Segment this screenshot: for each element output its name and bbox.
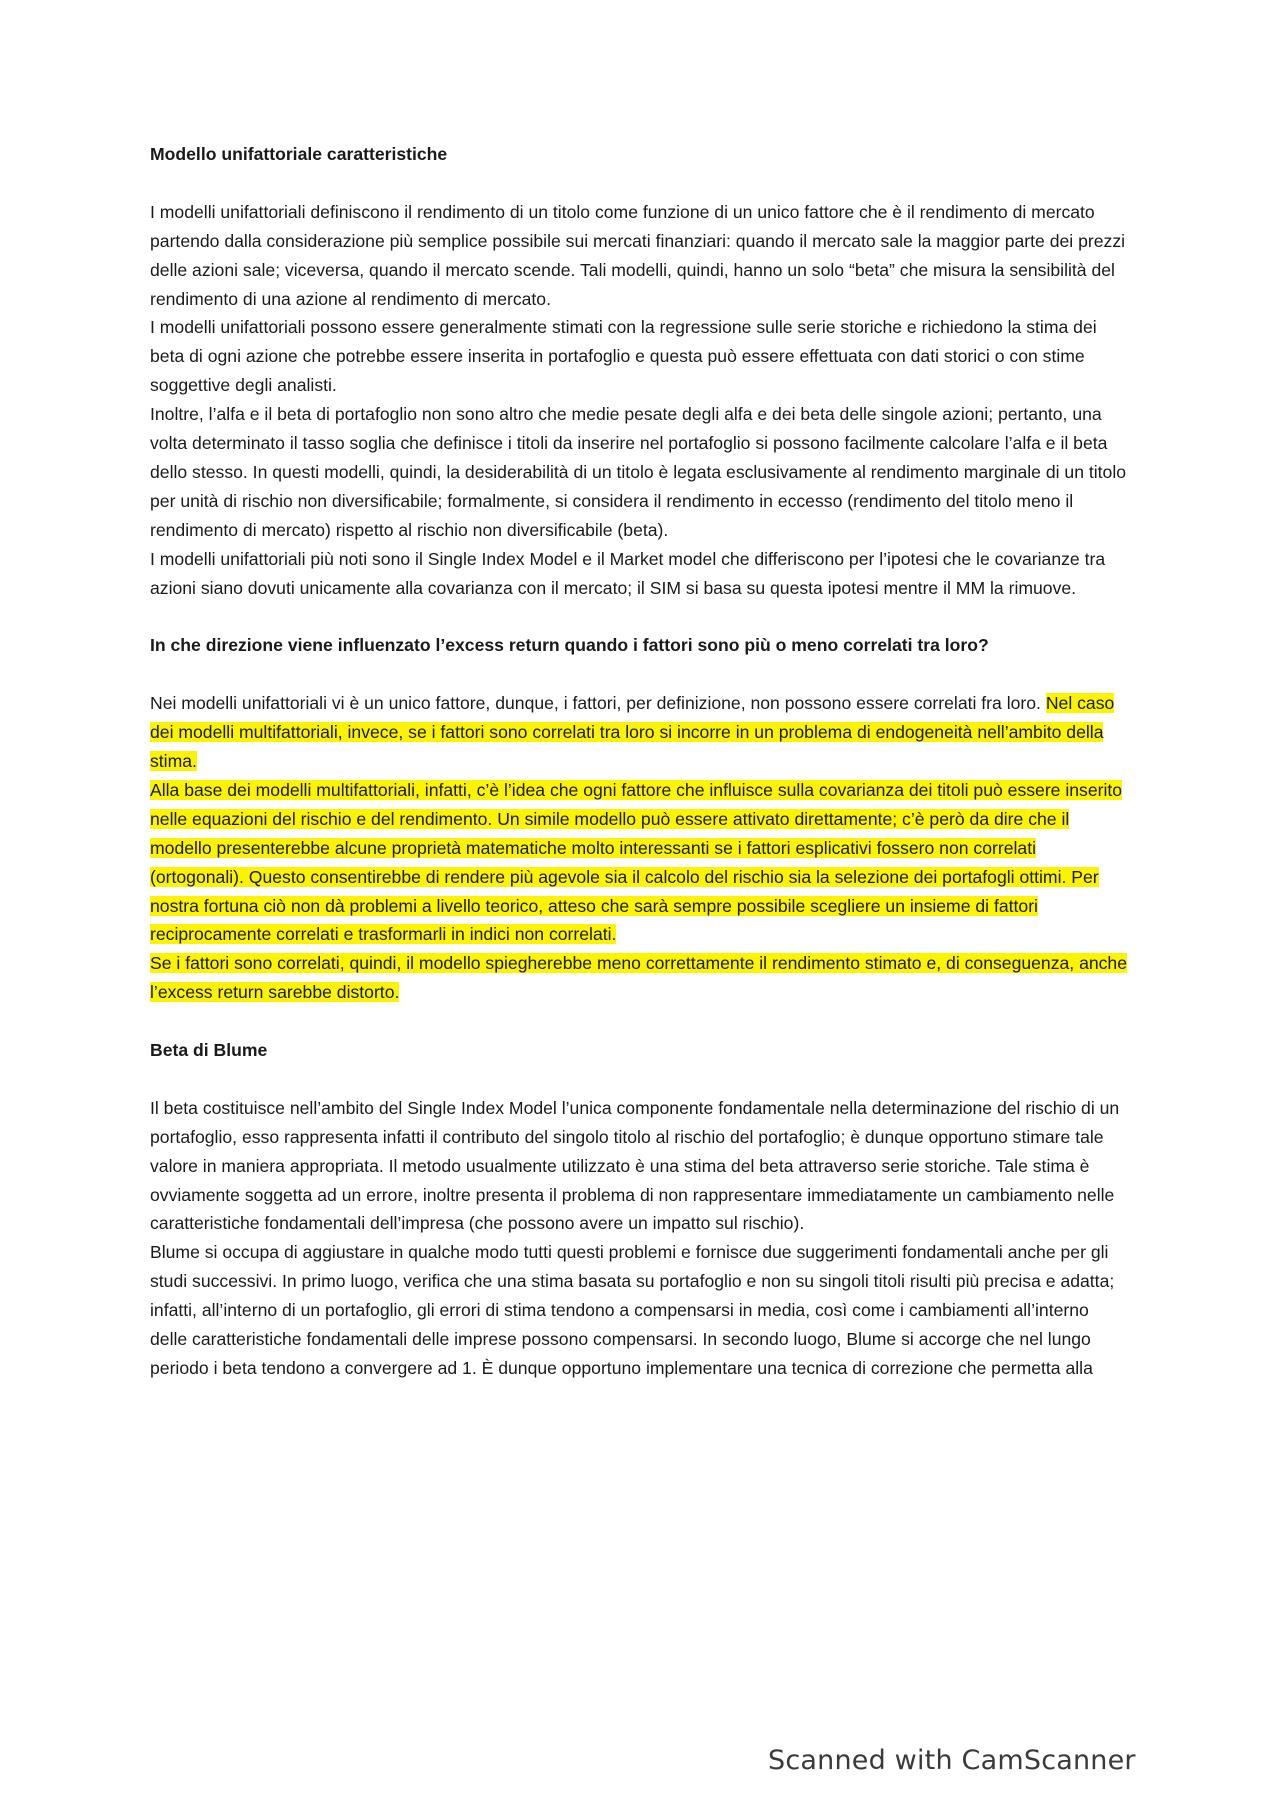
- plain-text: Nei modelli unifattoriali vi è un unico fattore, dunque, i fattori, per definizione, non possono essere correlati fra loro.: [150, 693, 1046, 714]
- spacer: [150, 1065, 1130, 1094]
- camscanner-watermark: Scanned with CamScanner: [768, 1745, 1136, 1776]
- spacer: [150, 602, 1130, 631]
- highlighted-text: Alla base dei modelli multifattoriali, infatti, c’è l’idea che ogni fattore che influisce sulla covarianza dei titoli può essere inserito nelle equazioni del rischio e del rendimento. Un simile modello può essere attivato direttamente; c’è però da dire che il modello presenterebbe alcune proprietà matematiche molto interessanti se i fattori esplicativi fossero non correlati (ortogonali). Questo consentirebbe di rendere più agevole sia il calcolo del rischio sia la selezione dei portafogli ottimi. Per nostra fortuna ciò non dà problemi a livello teorico, atteso che sarà sempre possibile scegliere un insieme di fattori reciprocamente correlati e trasformarli in indici non correlati.: [150, 779, 1123, 945]
- paragraph: I modelli unifattoriali più noti sono il Single Index Model e il Market model che differiscono per l’ipotesi che le covarianze tra azioni siano dovuti unicamente alla covarianza con il mercato; il SIM si basa su questa ipotesi mentre il MM la rimuove.: [150, 548, 1106, 598]
- paragraph: I modelli unifattoriali definiscono il rendimento di un titolo come funzione di un unico fattore che è il rendimento di mercato partendo dalla considerazione più semplice possibile sui mercati finanziari: quando il mercato sale la maggior parte dei prezzi delle azioni sale; viceversa, quando il mercato scende. Tali modelli, quindi, hanno un solo “beta” che misura la sensibilità del rendimento di una azione al rendimento di mercato.: [150, 201, 1126, 309]
- paragraph: [150, 949, 1130, 1007]
- paragraph: Il beta costituisce nell’ambito del Single Index Model l’unica componente fondamentale nella determinazione del rischio di un portafoglio, esso rappresenta infatti il contributo del singolo titolo al rischio del portafoglio; è dunque opportuno stimare tale valore in maniera appropriata. Il metodo usualmente utilizzato è una stima del beta attraverso serie storiche. Tale stima è ovviamente soggetta ad un errore, inoltre presenta il problema di non rappresentare immediatamente un cambiamento nelle caratteristiche fondamentali dell’impresa (che possono avere un impatto sul rischio).: [150, 1097, 1120, 1234]
- highlighted-text: Nel caso dei modelli multifattoriali, invece, se i fattori sono correlati tra loro si incorre in un problema di endogeneità nell’ambito della stima.: [150, 693, 1115, 771]
- paragraph: [150, 776, 1130, 949]
- spacer: [150, 169, 1130, 198]
- paragraph: Blume si occupa di aggiustare in qualche modo tutti questi problemi e fornisce due suggerimenti fondamentali anche per gli studi successivi. In primo luogo, verifica che una stima basata su portafoglio e non su singoli titoli risulti più precisa e adatta; infatti, all’interno di un portafoglio, gli errori di stima tendono a compensarsi in media, così come i cambiamenti all’interno delle caratteristiche fondamentali delle imprese possono compensarsi. In secondo luogo, Blume si accorge che nel lungo periodo i beta tendono a convergere ad 1. È dunque opportuno implementare una tecnica di correzione che permetta alla: [150, 1242, 1115, 1378]
- document-page: [150, 140, 1130, 1383]
- section-heading-beta-di-blume: Beta di Blume: [150, 1040, 268, 1061]
- highlighted-text: Se i fattori sono correlati, quindi, il modello spiegherebbe meno correttamente il rendimento stimato e, di conseguenza, anche l’excess return sarebbe distorto.: [150, 953, 1128, 1003]
- section-heading-excess-return-question: In che direzione viene influenzato l’excess return quando i fattori sono più o meno correlati tra loro?: [150, 635, 989, 656]
- section-heading-modello-unifattoriale: Modello unifattoriale caratteristiche: [150, 144, 448, 164]
- spacer: [150, 660, 1130, 689]
- paragraph: I modelli unifattoriali possono essere generalmente stimati con la regressione sulle serie storiche e richiedono la stima dei beta di ogni azione che potrebbe essere inserita in portafoglio e questa può essere effettuata con dati storici o con stime soggettive degli analisti.: [150, 317, 1097, 396]
- spacer: [150, 1007, 1130, 1036]
- paragraph: [150, 689, 1130, 776]
- paragraph: Inoltre, l’alfa e il beta di portafoglio non sono altro che medie pesate degli alfa e dei beta delle singole azioni; pertanto, una volta determinato il tasso soglia che definisce i titoli da inserire nel portafoglio si possono facilmente calcolare l’alfa e il beta dello stesso. In questi modelli, quindi, la desiderabilità di un titolo è legata esclusivamente al rendimento marginale di un titolo per unità di rischio non diversificabile; formalmente, si considera il rendimento in eccesso (rendimento del titolo meno il rendimento di mercato) rispetto al rischio non diversificabile (beta).: [150, 404, 1127, 540]
